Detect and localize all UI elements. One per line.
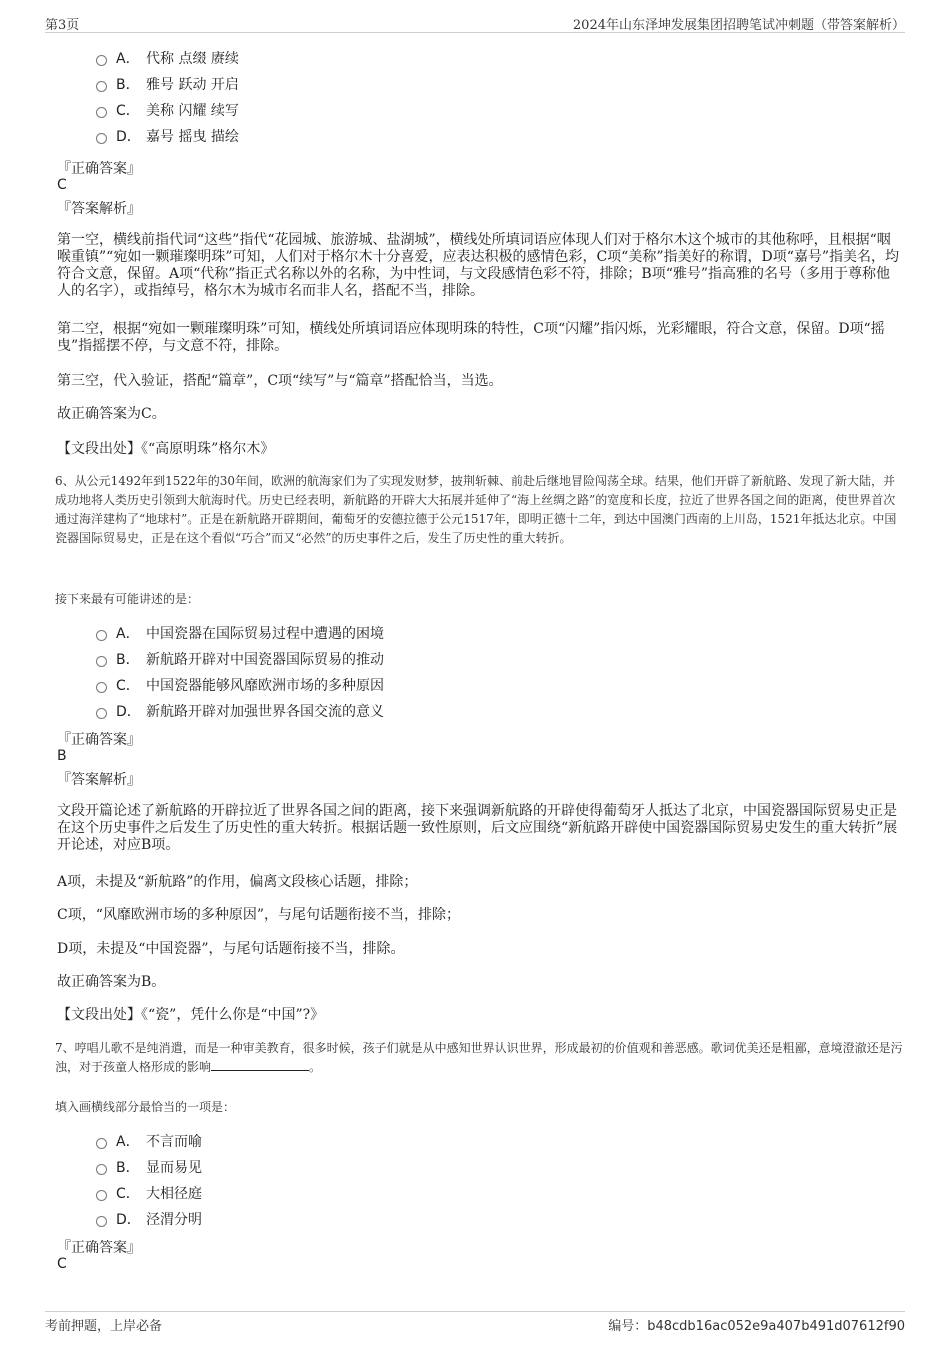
q5-options bbox=[96, 45, 239, 149]
q7-answer-label: 『正确答案』 bbox=[57, 1240, 141, 1256]
q6-option-a[interactable]: A． 中国瓷器在国际贸易过程中遭遇的困境 bbox=[96, 620, 384, 646]
q7-option-d[interactable]: D． 泾渭分明 bbox=[96, 1206, 202, 1232]
radio-icon[interactable] bbox=[96, 1190, 107, 1201]
page-number: 第3页 bbox=[45, 18, 80, 33]
q6-option-d[interactable]: D． 新航路开辟对加强世界各国交流的意义 bbox=[96, 698, 384, 724]
q5-source: 【文段出处】《“高原明珠”格尔木》 bbox=[57, 441, 275, 457]
q6-prompt: 接下来最有可能讲述的是： bbox=[55, 592, 200, 606]
q5-analysis-p3: 第三空，代入验证，搭配“篇章”，C项“续写”与“篇章”搭配恰当，当选。 bbox=[57, 373, 503, 389]
q6-analysis-p1: 文段开篇论述了新航路的开辟拉近了世界各国之间的距离，接下来强调新航路的开辟使得葡萄牙人抵达了北京，中国瓷器国际贸易史正是在这个历史事件之后发生了历史性的重大转折。根据话题一致性原则，后文应围绕“新航路开辟使中国瓷器国际贸易史发生的重大转折”展开论述，对应B项。 bbox=[57, 803, 898, 853]
radio-icon[interactable] bbox=[96, 630, 107, 641]
q5-analysis-p1: 第一空，横线前指代词“这些”指代“花园城、旅游城、盐湖城”，横线处所填词语应体现人们对于格尔木这个城市的其他称呼，且根据“咽喉重镇”“宛如一颗璀璨明珠”可知，人们对于格尔木十分喜爱，应表达积极的感情色彩，C项“美称”指美好的称谓，D项“嘉号”指美名，均符合文意，保留。A项“代称”指正式名称以外的名称，为中性词，与文段感情色彩不符，排除；B项“雅号”指高雅的名号（多用于尊称他人的名字），或指绰号，格尔木为城市名而非人名，搭配不当，排除。 bbox=[57, 232, 900, 299]
q7-option-b[interactable]: B． 显而易见 bbox=[96, 1154, 202, 1180]
page-header bbox=[45, 12, 905, 33]
q6-source: 【文段出处】《“瓷”，凭什么你是“中国”?》 bbox=[57, 1007, 325, 1023]
q6-option-c[interactable]: C． 中国瓷器能够风靡欧洲市场的多种原因 bbox=[96, 672, 384, 698]
q7-prompt: 填入画横线部分最恰当的一项是： bbox=[55, 1100, 236, 1114]
radio-icon[interactable] bbox=[96, 1216, 107, 1227]
fill-blank bbox=[211, 1058, 309, 1071]
footer-code: 编号：b48cdb16ac052e9a407b491d07612f90 bbox=[608, 1319, 905, 1334]
q5-option-c[interactable]: C． 美称 闪耀 续写 bbox=[96, 97, 239, 123]
q5-analysis-label: 『答案解析』 bbox=[57, 201, 141, 217]
q5-option-b[interactable]: B． 雅号 跃动 开启 bbox=[96, 71, 239, 97]
q7-answer: C bbox=[57, 1256, 67, 1272]
radio-icon[interactable] bbox=[96, 81, 107, 92]
radio-icon[interactable] bbox=[96, 107, 107, 118]
q6-answer-label: 『正确答案』 bbox=[57, 732, 141, 748]
footer-slogan: 考前押题，上岸必备 bbox=[45, 1319, 163, 1334]
q5-option-a[interactable]: A． 代称 点缀 赓续 bbox=[96, 45, 239, 71]
radio-icon[interactable] bbox=[96, 1138, 107, 1149]
radio-icon[interactable] bbox=[96, 133, 107, 144]
q5-analysis-p4: 故正确答案为C。 bbox=[57, 406, 166, 422]
q6-analysis-label: 『答案解析』 bbox=[57, 772, 141, 788]
q7-option-a[interactable]: A． 不言而喻 bbox=[96, 1128, 202, 1154]
radio-icon[interactable] bbox=[96, 708, 107, 719]
document-title: 2024年山东泽坤发展集团招聘笔试冲刺题（带答案解析） bbox=[572, 18, 905, 33]
q6-analysis-p2: A项，未提及“新航路”的作用，偏离文段核心话题，排除； bbox=[57, 874, 418, 890]
q7-option-c[interactable]: C． 大相径庭 bbox=[96, 1180, 202, 1206]
q6-analysis-p4: D项，未提及“中国瓷器”，与尾句话题衔接不当，排除。 bbox=[57, 941, 405, 957]
radio-icon[interactable] bbox=[96, 55, 107, 66]
q5-answer: C bbox=[57, 177, 67, 193]
q6-answer: B bbox=[57, 748, 67, 764]
radio-icon[interactable] bbox=[96, 1164, 107, 1175]
radio-icon[interactable] bbox=[96, 656, 107, 667]
q7-text: 7、哼唱儿歌不是纯消遣，而是一种审美教育，很多时候，孩子们就是从中感知世界认识世界，形成最初的价值观和善恶感。歌词优美还是粗鄙，意境澄澈还是污浊，对于孩童人格形成的影响 。 bbox=[55, 1041, 903, 1074]
radio-icon[interactable] bbox=[96, 682, 107, 693]
q5-answer-label: 『正确答案』 bbox=[57, 161, 141, 177]
q5-analysis-p2: 第二空，根据“宛如一颗璀璨明珠”可知，横线处所填词语应体现明珠的特性，C项“闪耀”指闪烁，光彩耀眼，符合文意，保留。D项“摇曳”指摇摆不停，与文意不符，排除。 bbox=[57, 321, 885, 354]
q6-text: 6、从公元1492年到1522年的30年间，欧洲的航海家们为了实现发财梦，披荆斩棘、前赴后继地冒险闯荡全球。结果，他们开辟了新航路、发现了新大陆，并成功地将人类历史引领到大航海时代。历史已经表明，新航路的开辟大大拓展并延伸了“海上丝绸之路”的宽度和长度，拉近了世界各国之间的距离，使世界首次通过海洋建构了“地球村”。正是在新航路开辟期间，葡萄牙的安德拉德于公元1517年，即明正德十二年，到达中国澳门西南的上川岛，1521年抵达北京。中国瓷器国际贸易史，正是在这个看似“巧合”而又“必然”的历史事件之后，发生了历史性的重大转折。 bbox=[55, 474, 897, 545]
page-footer bbox=[45, 1311, 905, 1334]
q5-option-d[interactable]: D． 嘉号 摇曳 描绘 bbox=[96, 123, 239, 149]
q6-option-b[interactable]: B． 新航路开辟对中国瓷器国际贸易的推动 bbox=[96, 646, 384, 672]
q7-options bbox=[96, 1128, 202, 1232]
q6-analysis-p5: 故正确答案为B。 bbox=[57, 974, 166, 990]
q6-analysis-p3: C项，“风靡欧洲市场的多种原因”，与尾句话题衔接不当，排除； bbox=[57, 907, 461, 923]
q6-options bbox=[96, 620, 384, 724]
